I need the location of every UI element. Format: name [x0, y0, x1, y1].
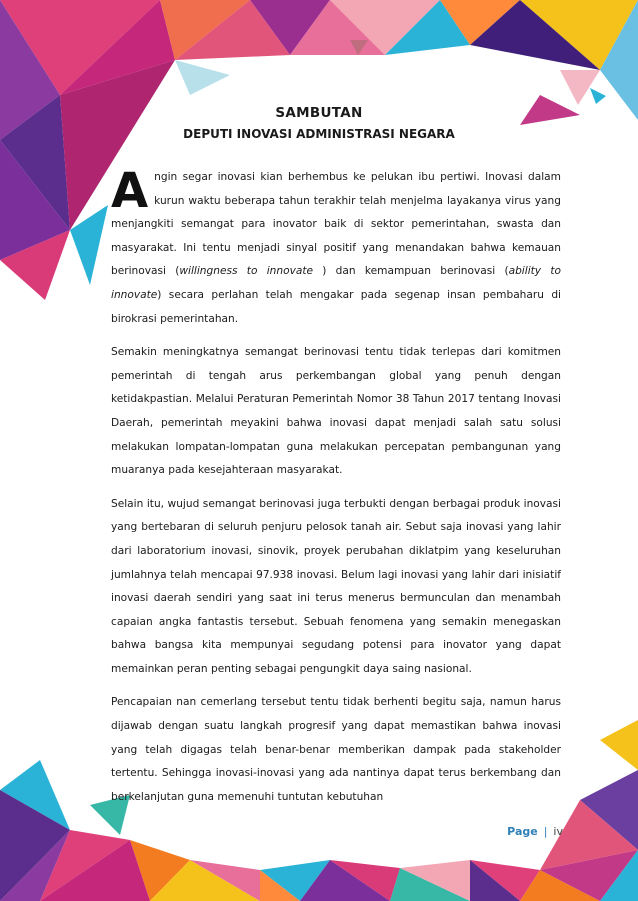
- italic-ability: ability to innovate: [111, 265, 561, 301]
- paragraph-1-text-c: ) secara perlahan telah mengakar pada segenap insan pembaharu di birokrasi pemerintahan.: [111, 288, 561, 325]
- paragraph-1-text-b: ) dan kemampuan berinovasi (: [313, 265, 509, 278]
- body-text: [111, 163, 561, 819]
- page-title: SAMBUTAN: [275, 105, 363, 121]
- page-subtitle: DEPUTI INOVASI ADMINISTRASI NEGARA: [183, 127, 455, 141]
- page-footer: [507, 825, 563, 838]
- italic-willingness: willingness to innovate: [179, 265, 313, 278]
- drop-cap: A: [111, 163, 149, 219]
- page-separator: |: [543, 825, 548, 838]
- page-label: Page: [507, 825, 538, 838]
- paragraph-4: Pencapaian nan cemerlang tersebut tentu tidak berhenti begitu saja, namun harus dijawab dengan suatu langkah progresif yang dapat memastikan bahwa inovasi yang telah digagas telah benar-benar memberikan dampak pada stakeholder tertentu. Sehingga inovasi-inovasi yang ada nantinya dapat terus berkembang dan berkelanjutan guna memenuhi tuntutan kebutuhan: [111, 696, 561, 803]
- paragraph-1: [111, 163, 561, 331]
- paragraph-3: Selain itu, wujud semangat berinovasi juga terbukti dengan berbagai produk inovasi yang bertebaran di seluruh penjuru pelosok tanah air. Sebut saja inovasi yang lahir dari laboratorium inovasi, sinovik, proyek perubahan diklatpim yang keseluruhan jumlahnya telah mencapai 97.938 inovasi. Belum lagi inovasi yang lahir dari inisiatif inovasi daerah sendiri yang saat ini terus menerus bermunculan dan menambah capaian angka fantastis tersebut. Sebuah fenomena yang semakin menegaskan bahwa bangsa kita mempunyai segudang potensi para inovator yang dapat memainkan peran penting sebagai pengungkit daya saing nasional.: [111, 497, 561, 675]
- paragraph-2: Semakin meningkatnya semangat berinovasi tentu tidak terlepas dari komitmen pemerintah di tengah arus perkembangan global yang penuh dengan ketidakpastian. Melalui Peraturan Pemerintah Nomor 38 Tahun 2017 tentang Inovasi Daerah, pemerintah meyakini bahwa inovasi dapat menjadi salah satu solusi melakukan lompatan-lompatan guna melakukan percepatan pembangunan yang muaranya pada kesejahteraan masyarakat.: [111, 346, 561, 477]
- page-number: iv: [553, 825, 563, 838]
- paragraph-1-text-a: ngin segar inovasi kian berhembus ke pelukan ibu pertiwi. Inovasi dalam kurun waktu beberapa tahun terakhir telah menjelma layakanya virus yang menjangkiti semangat para inovator baik di sektor pemerintahan, swasta dan masyarakat. Ini tentu menjadi sinyal positif yang menandakan bahwa kemauan berinovasi (: [111, 171, 561, 278]
